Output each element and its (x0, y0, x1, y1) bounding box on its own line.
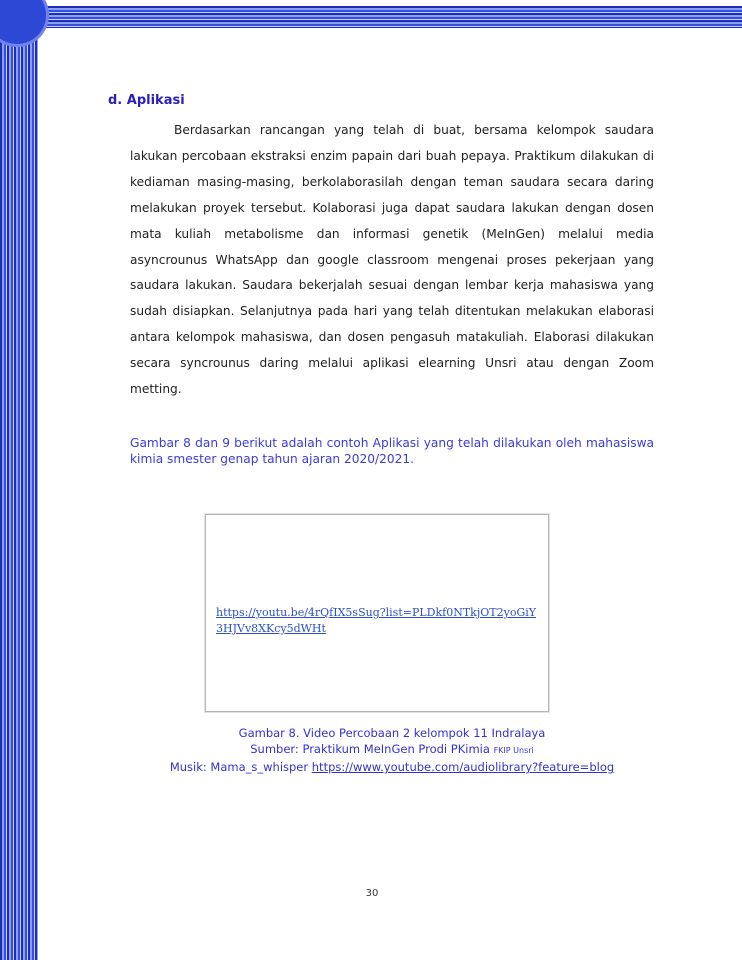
figure-intro-text: Gambar 8 dan 9 berikut adalah contoh Aplikasi yang telah dilakukan oleh mahasiswa kimia smester genap tahun ajaran 2020/2021. (130, 436, 654, 466)
page-number: 30 (365, 888, 379, 899)
section-heading: d. Aplikasi (108, 93, 185, 108)
figure-source-text: Sumber: Praktikum MeInGen Prodi PKimia (250, 742, 490, 756)
figure-source-institution: FKIP Unsri (493, 746, 534, 755)
corner-ornament (0, 0, 46, 44)
music-credit (130, 760, 654, 774)
figure-caption: Gambar 8. Video Percobaan 2 kelompok 11 Indralaya (238, 726, 546, 740)
page-border-left (0, 0, 38, 960)
video-embed-frame[interactable] (205, 514, 549, 712)
figure-source (130, 742, 654, 756)
music-credit-text: Musik: Mama_s_whisper (169, 760, 309, 774)
body-paragraph: Berdasarkan rancangan yang telah di buat, bersama kelompok saudara lakukan percobaan ekstraksi enzim papain dari buah pepaya. Praktikum dilakukan di kediaman masing-masing, berkolaborasilah dengan teman saudara secara daring melakukan proyek tersebut. Kolaborasi juga dapat saudara lakukan dengan dosen mata kuliah metabolisme dan informasi genetik (MeInGen) melalui media asyncrounus WhatsApp dan google classroom mengenai proses pekerjaan yang saudara lakukan. Saudara bekerjalah sesuai dengan lembar kerja mahasiswa yang sudah disiapkan. Selanjutnya pada hari yang telah ditentukan melakukan elaborasi antara kelompok mahasiswa, dan dosen pengasuh matakuliah. Elaborasi dilakukan secara syncrounus daring melalui aplikasi elearning Unsri atau dengan Zoom metting. (130, 123, 654, 397)
music-credit-link[interactable]: https://www.youtube.com/audiolibrary?feature=blog (311, 760, 615, 774)
page-border-top (30, 6, 742, 28)
video-link[interactable]: https://youtu.be/4rQfIX5sSug?list=PLDkf0NTkjOT2yoGiY3HJVv8XKcy5dWHt (216, 606, 537, 635)
